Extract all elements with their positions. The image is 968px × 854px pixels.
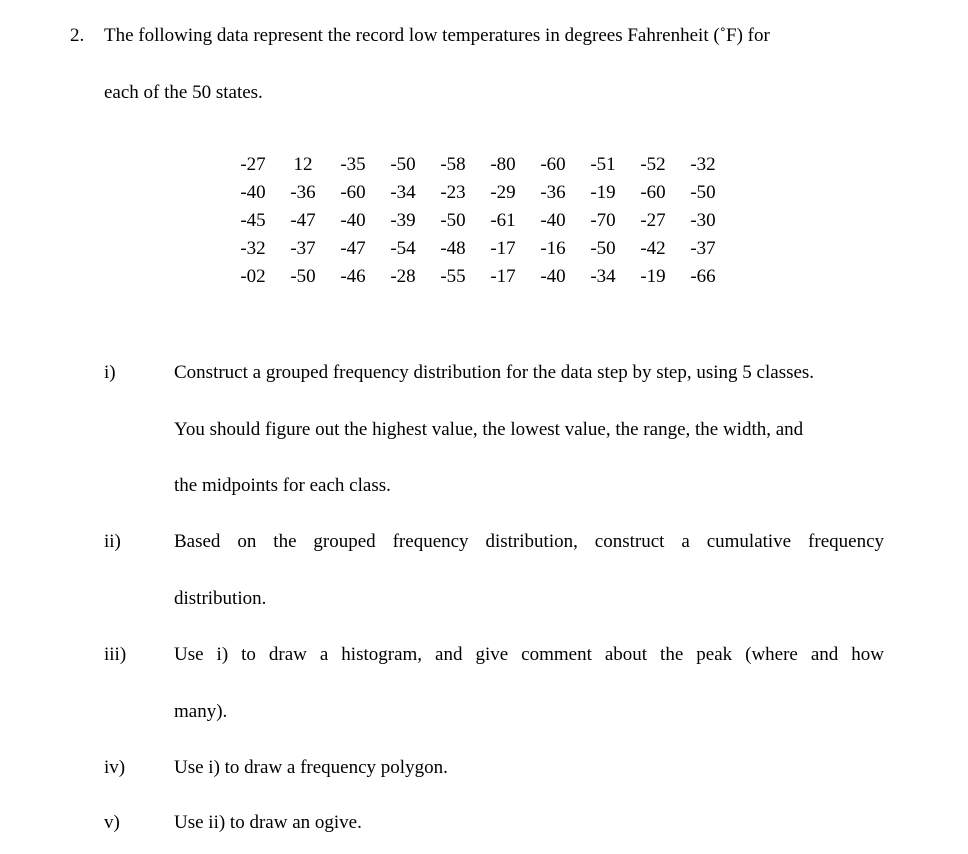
data-cell: -29 xyxy=(490,182,516,203)
data-cell: -39 xyxy=(390,210,416,231)
data-cell: -17 xyxy=(490,238,516,259)
item-i-line-2: You should figure out the highest value, the lowest value, the range, the width, and xyxy=(174,419,804,440)
data-cell: -35 xyxy=(340,154,366,175)
data-cell: -47 xyxy=(340,238,366,259)
data-cell: -60 xyxy=(540,154,566,175)
data-cell: -80 xyxy=(490,154,516,175)
data-cell: -40 xyxy=(340,210,366,231)
data-row xyxy=(228,263,728,291)
question-text-line-2: each of the 50 states. xyxy=(104,82,263,103)
data-cell: -34 xyxy=(390,182,416,203)
data-cell: -27 xyxy=(640,210,666,231)
item-i-line-1: Construct a grouped frequency distribution for the data step by step, using 5 classes. xyxy=(174,362,815,383)
data-cell: -55 xyxy=(440,266,466,287)
data-cell: 12 xyxy=(293,154,313,175)
data-cell: -34 xyxy=(590,266,616,287)
data-cell: -37 xyxy=(290,238,316,259)
data-cell: -16 xyxy=(540,238,566,259)
data-cell: -36 xyxy=(540,182,566,203)
data-cell: -32 xyxy=(240,238,266,259)
item-v-line-1: Use ii) to draw an ogive. xyxy=(174,812,362,833)
data-cell: -66 xyxy=(690,266,716,287)
data-cell: -48 xyxy=(440,238,466,259)
data-cell: -17 xyxy=(490,266,516,287)
data-cell: -30 xyxy=(690,210,716,231)
data-cell: -19 xyxy=(590,182,616,203)
data-cell: -60 xyxy=(340,182,366,203)
data-cell: -50 xyxy=(290,266,316,287)
data-cell: -40 xyxy=(540,266,566,287)
temperature-data-table xyxy=(228,151,728,291)
data-cell: -61 xyxy=(490,210,516,231)
data-cell: -02 xyxy=(240,266,266,287)
item-label-ii: ii) xyxy=(104,531,121,552)
data-cell: -40 xyxy=(240,182,266,203)
data-cell: -19 xyxy=(640,266,666,287)
data-cell: -47 xyxy=(290,210,316,231)
data-row xyxy=(228,235,728,263)
item-label-iii: iii) xyxy=(104,644,127,665)
data-row xyxy=(228,151,728,179)
data-cell: -37 xyxy=(690,238,716,259)
data-cell: -46 xyxy=(340,266,366,287)
data-cell: -50 xyxy=(690,182,716,203)
item-label-v: v) xyxy=(104,812,120,833)
question-number: 2. xyxy=(70,25,85,46)
data-cell: -27 xyxy=(240,154,266,175)
data-cell: -50 xyxy=(390,154,416,175)
item-label-i: i) xyxy=(104,362,116,383)
item-iv-line-1: Use i) to draw a frequency polygon. xyxy=(174,757,448,778)
data-cell: -58 xyxy=(440,154,466,175)
item-ii-line-2: distribution. xyxy=(174,588,267,609)
data-cell: -51 xyxy=(590,154,616,175)
data-cell: -42 xyxy=(640,238,666,259)
item-iii-line-2: many). xyxy=(174,701,228,722)
data-cell: -32 xyxy=(690,154,716,175)
data-cell: -52 xyxy=(640,154,666,175)
data-row xyxy=(228,179,728,207)
data-cell: -70 xyxy=(590,210,616,231)
data-cell: -50 xyxy=(440,210,466,231)
item-label-iv: iv) xyxy=(104,757,126,778)
data-cell: -40 xyxy=(540,210,566,231)
data-cell: -45 xyxy=(240,210,266,231)
data-cell: -36 xyxy=(290,182,316,203)
question-text-line-1: The following data represent the record low temperatures in degrees Fahrenheit (˚F) for xyxy=(104,25,770,46)
data-cell: -60 xyxy=(640,182,666,203)
item-iii-line-1: Use i) to draw a histogram, and give comment about the peak (where and how xyxy=(174,644,884,665)
item-i-line-3: the midpoints for each class. xyxy=(174,475,391,496)
data-cell: -50 xyxy=(590,238,616,259)
data-cell: -28 xyxy=(390,266,416,287)
data-cell: -23 xyxy=(440,182,466,203)
item-ii-line-1: Based on the grouped frequency distribution, construct a cumulative frequency xyxy=(174,531,884,552)
data-cell: -54 xyxy=(390,238,416,259)
data-row xyxy=(228,207,728,235)
